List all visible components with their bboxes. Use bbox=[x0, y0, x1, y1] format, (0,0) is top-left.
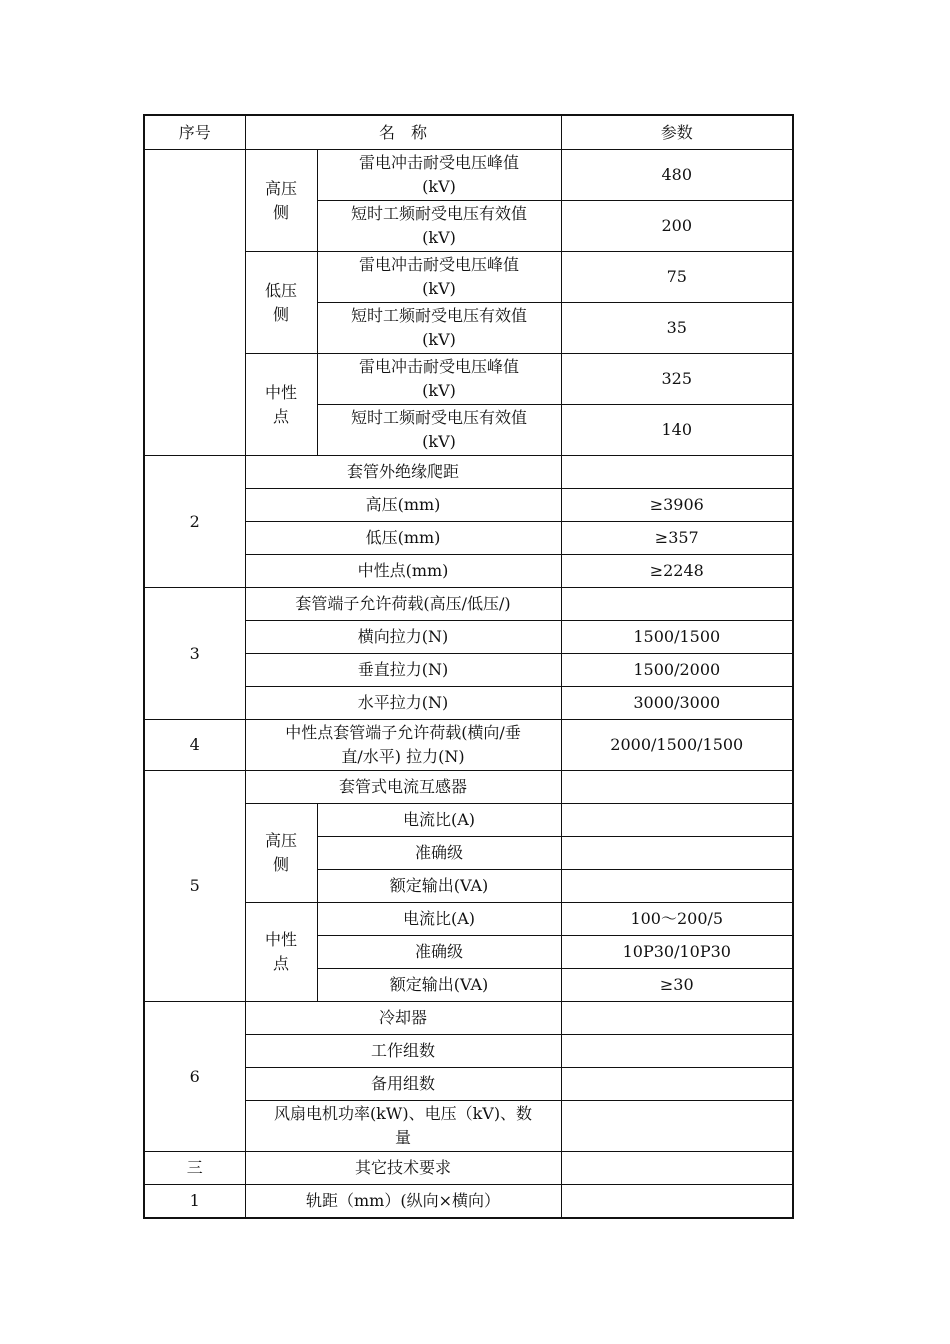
table-row bbox=[144, 150, 793, 201]
param-value: 35 bbox=[561, 303, 793, 354]
section-seq: 三 bbox=[144, 1152, 245, 1185]
seq-cell: 6 bbox=[144, 1002, 245, 1152]
param-value: 140 bbox=[561, 405, 793, 456]
param-value bbox=[561, 1101, 793, 1152]
param-name: 中性点(mm) bbox=[245, 555, 561, 588]
param-name: 风扇电机功率(kW)、电压（kV)、数 量 bbox=[245, 1101, 561, 1152]
param-name: 轨距（mm）(纵向×横向） bbox=[245, 1185, 561, 1219]
param-value: 1500/2000 bbox=[561, 654, 793, 687]
seq-cell: 1 bbox=[144, 1185, 245, 1219]
param-name: 额定输出(VA) bbox=[317, 870, 561, 903]
param-value bbox=[561, 804, 793, 837]
param-value bbox=[561, 771, 793, 804]
header-seq: 序号 bbox=[144, 115, 245, 150]
param-value: ≥357 bbox=[561, 522, 793, 555]
param-name: 短时工频耐受电压有效值 (kV) bbox=[317, 405, 561, 456]
seq-cell: 4 bbox=[144, 720, 245, 771]
param-name: 额定输出(VA) bbox=[317, 969, 561, 1002]
group-title: 套管外绝缘爬距 bbox=[245, 456, 561, 489]
table-row bbox=[144, 588, 793, 621]
param-value bbox=[561, 456, 793, 489]
param-value bbox=[561, 870, 793, 903]
param-value bbox=[561, 1152, 793, 1185]
param-value: 200 bbox=[561, 201, 793, 252]
param-name: 横向拉力(N) bbox=[245, 621, 561, 654]
header-param: 参数 bbox=[561, 115, 793, 150]
table-row bbox=[144, 1152, 793, 1185]
param-value: 75 bbox=[561, 252, 793, 303]
header-row bbox=[144, 115, 793, 150]
param-name: 水平拉力(N) bbox=[245, 687, 561, 720]
param-name: 准确级 bbox=[317, 936, 561, 969]
side-label-neutral: 中性 点 bbox=[245, 354, 317, 456]
table-row bbox=[144, 1185, 793, 1219]
table-row bbox=[144, 456, 793, 489]
spec-table bbox=[143, 114, 794, 1219]
param-value: 10P30/10P30 bbox=[561, 936, 793, 969]
param-value: 100～200/5 bbox=[561, 903, 793, 936]
param-name: 短时工频耐受电压有效值 (kV) bbox=[317, 201, 561, 252]
side-label-hv: 高压 侧 bbox=[245, 150, 317, 252]
param-value bbox=[561, 1002, 793, 1035]
param-value bbox=[561, 1068, 793, 1101]
seq-cell: 5 bbox=[144, 771, 245, 1002]
table-row bbox=[144, 1002, 793, 1035]
param-name: 电流比(A) bbox=[317, 903, 561, 936]
param-value bbox=[561, 588, 793, 621]
param-name: 短时工频耐受电压有效值 (kV) bbox=[317, 303, 561, 354]
param-value: ≥3906 bbox=[561, 489, 793, 522]
param-name: 中性点套管端子允许荷载(横向/垂 直/水平) 拉力(N) bbox=[245, 720, 561, 771]
param-name: 高压(mm) bbox=[245, 489, 561, 522]
param-name: 低压(mm) bbox=[245, 522, 561, 555]
param-value: 480 bbox=[561, 150, 793, 201]
section-title: 其它技术要求 bbox=[245, 1152, 561, 1185]
seq-cell-empty bbox=[144, 150, 245, 456]
param-name: 垂直拉力(N) bbox=[245, 654, 561, 687]
param-name: 雷电冲击耐受电压峰值 (kV) bbox=[317, 354, 561, 405]
param-value: 325 bbox=[561, 354, 793, 405]
param-value: ≥2248 bbox=[561, 555, 793, 588]
param-name: 准确级 bbox=[317, 837, 561, 870]
param-value: ≥30 bbox=[561, 969, 793, 1002]
param-value bbox=[561, 1185, 793, 1219]
header-name: 名 称 bbox=[245, 115, 561, 150]
param-name: 工作组数 bbox=[245, 1035, 561, 1068]
param-value: 2000/1500/1500 bbox=[561, 720, 793, 771]
param-name: 冷却器 bbox=[245, 1002, 561, 1035]
table-row bbox=[144, 771, 793, 804]
side-label-lv: 低压 侧 bbox=[245, 252, 317, 354]
table-row bbox=[144, 720, 793, 771]
group-title: 套管端子允许荷载(高压/低压/) bbox=[245, 588, 561, 621]
seq-cell: 2 bbox=[144, 456, 245, 588]
param-value: 1500/1500 bbox=[561, 621, 793, 654]
param-value: 3000/3000 bbox=[561, 687, 793, 720]
param-value bbox=[561, 1035, 793, 1068]
param-name: 雷电冲击耐受电压峰值 (kV) bbox=[317, 252, 561, 303]
param-name: 雷电冲击耐受电压峰值 (kV) bbox=[317, 150, 561, 201]
side-label-neutral: 中性 点 bbox=[245, 903, 317, 1002]
seq-cell: 3 bbox=[144, 588, 245, 720]
param-value bbox=[561, 837, 793, 870]
param-name: 电流比(A) bbox=[317, 804, 561, 837]
side-label-hv: 高压 侧 bbox=[245, 804, 317, 903]
param-name: 备用组数 bbox=[245, 1068, 561, 1101]
group-title: 套管式电流互感器 bbox=[245, 771, 561, 804]
